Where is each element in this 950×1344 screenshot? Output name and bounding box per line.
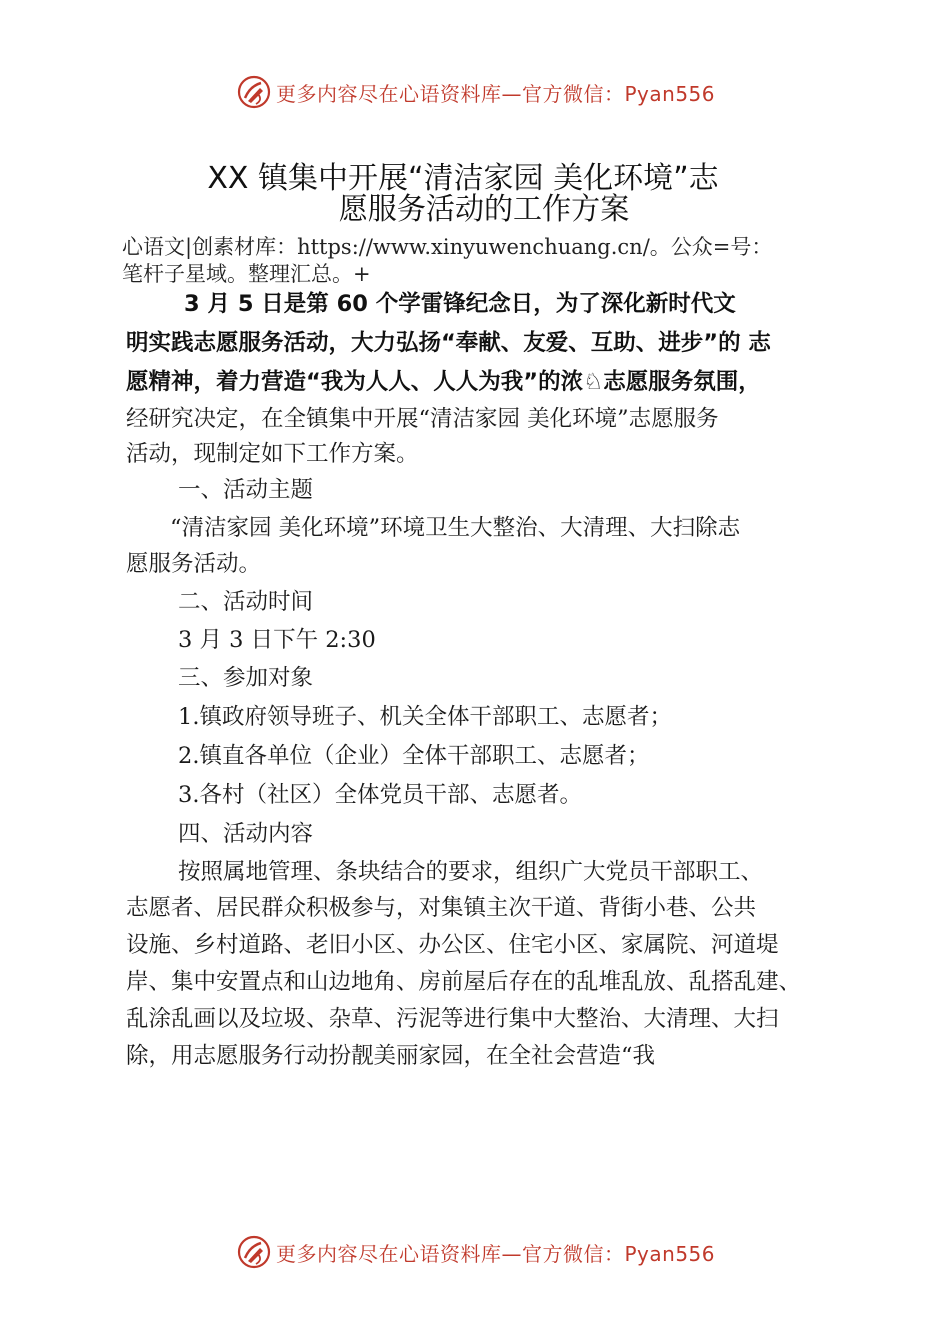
intro-line-2: 明实践志愿服务活动，大力弘扬“奉献、友爱、互助、进步”的 志 <box>126 330 771 356</box>
section4-line-4: 岸、集中安置点和山边地角、房前屋后存在的乱堆乱放、乱搭乱建、 <box>126 969 802 995</box>
intro-line-1: 3 月 5 日是第 60 个学雷锋纪念日，为了深化新时代文 <box>184 291 736 317</box>
section3-item-2: 2.镇直各单位（企业）全体干部职工、志愿者； <box>178 743 650 769</box>
section2-text: 3 月 3 日下午 2:30 <box>178 627 376 653</box>
section3-item-1: 1.镇政府领导班子、机关全体干部职工、志愿者； <box>178 704 672 730</box>
section1-line-1: “清洁家园 美化环境”环境卫生大整治、大清理、大扫除志 <box>170 515 741 541</box>
section1-heading: 一、活动主题 <box>178 477 314 503</box>
section4-line-3: 设施、乡村道路、老旧小区、办公区、住宅小区、家属院、河道堤 <box>126 932 779 958</box>
source-note-line2: 笔杆子星域。整理汇总。+ <box>122 262 371 286</box>
pen-seal-icon <box>236 74 272 110</box>
section4-line-6: 除，用志愿服务行动扮靓美丽家园，在全社会营造“我 <box>126 1043 656 1069</box>
section4-line-5: 乱涂乱画以及垃圾、杂草、污泥等进行集中大整治、大清理、大扫 <box>126 1006 779 1032</box>
pen-seal-icon <box>236 1234 272 1270</box>
section4-heading: 四、活动内容 <box>178 821 314 847</box>
section3-heading: 三、参加对象 <box>178 665 314 691</box>
section3-item-3: 3.各村（社区）全体党员干部、志愿者。 <box>178 782 582 808</box>
intro-line-5: 活动，现制定如下工作方案。 <box>126 441 419 467</box>
section1-line-2: 愿服务活动。 <box>126 551 262 577</box>
section4-line-2: 志愿者、居民群众积极参与，对集镇主次干道、背街小巷、公共 <box>126 895 757 921</box>
section2-heading: 二、活动时间 <box>178 589 314 615</box>
watermark-banner-bottom <box>0 1232 950 1272</box>
watermark-text: 更多内容尽在心语资料库—官方微信：Pyan556 <box>276 82 716 106</box>
intro-line-4: 经研究决定，在全镇集中开展“清洁家园 美化环境”志愿服务 <box>126 406 719 432</box>
document-title-line1: XX 镇集中开展“清洁家园 美化环境”志 <box>207 161 719 196</box>
watermark-text: 更多内容尽在心语资料库—官方微信：Pyan556 <box>276 1242 716 1266</box>
source-note-line1: 心语文|创素材库：https://www.xinyuwenchuang.cn/。公众=号： <box>122 235 773 259</box>
document-title-line2: 愿服务活动的工作方案 <box>338 192 630 227</box>
watermark-banner-top <box>0 72 950 112</box>
section4-line-1: 按照属地管理、条块结合的要求，组织广大党员干部职工、 <box>178 859 764 885</box>
intro-line-3: 愿精神，着力营造“我为人人、人人为我”的浓♘志愿服务氛围， <box>126 369 761 395</box>
